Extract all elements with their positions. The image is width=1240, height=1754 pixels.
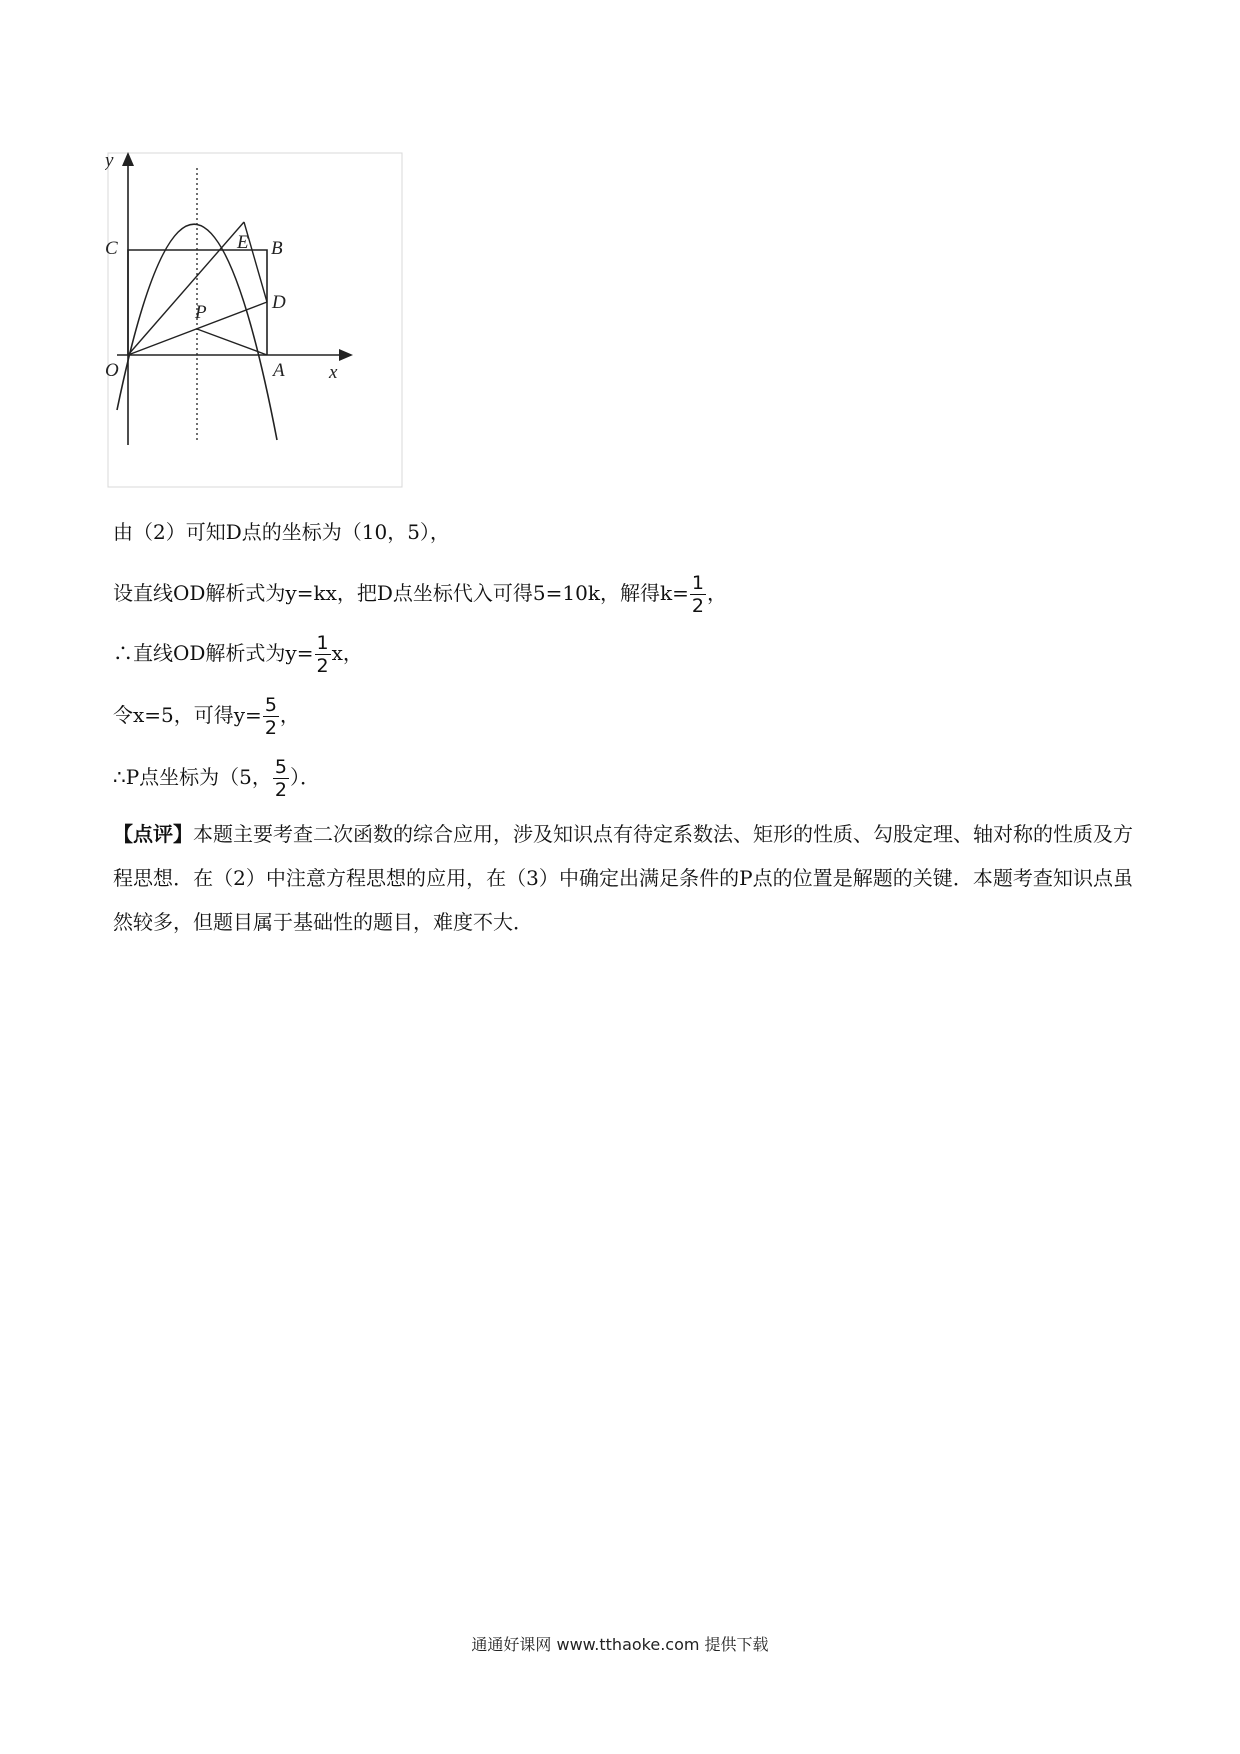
x-axis-arrow: [339, 349, 353, 361]
fraction-denominator: 2: [264, 717, 277, 739]
parabola: [117, 224, 277, 440]
line-2-pre: 设直线OD解析式为y=kx，把D点坐标代入可得5=10k，解得k=: [113, 581, 689, 605]
solution-line-1: [113, 518, 450, 546]
solution-line-2: [113, 572, 727, 617]
solution-line-4: [113, 694, 300, 739]
line-3-pre: ∴直线OD解析式为y=: [113, 641, 314, 665]
segment-pa: [197, 329, 267, 355]
line-4-pre: 令x=5，可得y=: [113, 703, 262, 727]
line-5-post: ）．: [290, 765, 320, 789]
fraction-denominator: 2: [316, 655, 329, 677]
coordinate-diagram: [105, 150, 405, 490]
geometry-figure: [105, 150, 405, 490]
fraction-slope: [315, 632, 331, 677]
comment-tag: 【点评】: [113, 822, 193, 846]
label-o: O: [105, 360, 119, 381]
line-5-pre: ∴P点坐标为（5，: [113, 765, 272, 789]
segment-oe: [128, 222, 244, 355]
label-y: y: [105, 150, 114, 171]
line-3-post: x，: [331, 641, 363, 665]
label-d: D: [272, 292, 286, 313]
label-p: P: [195, 302, 207, 323]
fraction-k: [690, 572, 706, 617]
y-axis-arrow: [122, 152, 134, 166]
line-1-text: 由（2）可知D点的坐标为（10，5），: [113, 520, 450, 544]
comment-paragraph: [113, 812, 1133, 944]
page-footer: 通通好课网 www.tthaoke.com 提供下载: [471, 1635, 769, 1654]
fraction-denominator: 2: [274, 779, 287, 801]
fraction-y-value: [263, 694, 279, 739]
label-c: C: [105, 238, 118, 259]
solution-line-5: [113, 756, 320, 801]
fraction-p-coordinate: [273, 756, 289, 801]
label-b: B: [271, 238, 283, 259]
label-x: x: [329, 362, 338, 383]
line-4-post: ，: [279, 703, 300, 727]
line-2-post: ，: [706, 581, 727, 605]
fraction-numerator: 5: [264, 694, 277, 716]
comment-text: 本题主要考查二次函数的综合应用，涉及知识点有待定系数法、矩形的性质、勾股定理、轴对称的性质及方程思想．在（2）中注意方程思想的应用，在（3）中确定出满足条件的P点的位置是解题的关键．本题考查知识点虽然较多，但题目属于基础性的题目，难度不大．: [113, 822, 1133, 934]
fraction-denominator: 2: [691, 595, 704, 617]
solution-line-3: [113, 632, 363, 677]
figure-frame: [108, 153, 402, 487]
fraction-numerator: 1: [316, 632, 329, 654]
fraction-numerator: 1: [691, 572, 704, 594]
fraction-numerator: 5: [274, 756, 287, 778]
label-e: E: [237, 232, 249, 253]
label-a: A: [273, 360, 285, 381]
